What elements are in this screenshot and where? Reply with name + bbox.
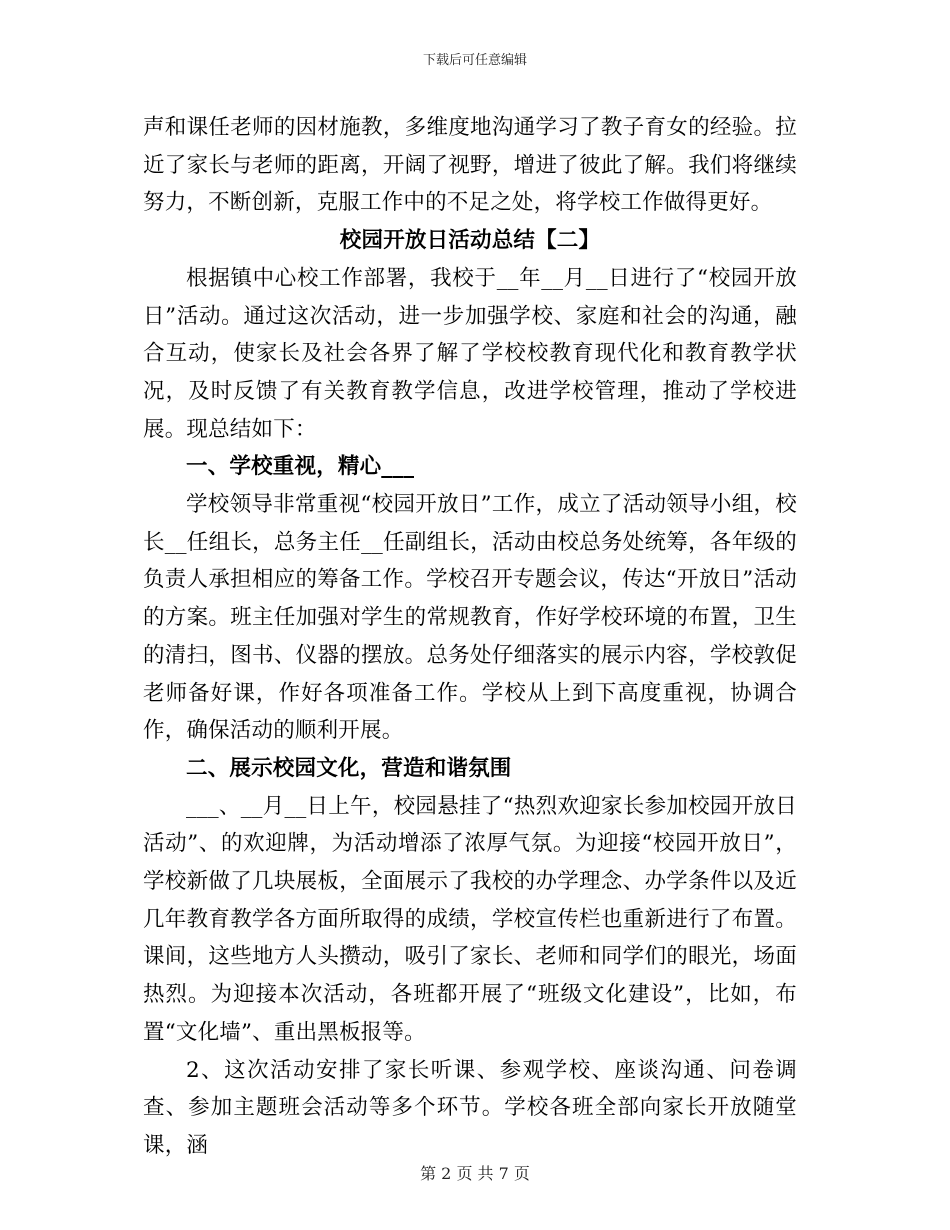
- opening-paragraph: 根据镇中心校工作部署，我校于__年__月__日进行了“校园开放日”活动。通过这次活动，进一步加强学校、家庭和社会的沟通，融合互动，使家长及社会各界了解了学校校教育现代化和教育教学状况，及时反馈了有关教育教学信息，改进学校管理，推动了学校进展。现总结如下：: [143, 265, 797, 442]
- document-title: 校园开放日活动总结【二】: [339, 228, 601, 254]
- page-number: 第 2 页 共 7 页: [420, 1164, 530, 1183]
- section-1-heading: 一、学校重视，精心___: [186, 454, 415, 480]
- document-body: [143, 109, 797, 1165]
- section-2-paragraph-1: ___、__月__日上午，校园悬挂了“热烈欢迎家长参加校园开放日活动”、的欢迎牌，为活动增添了浓厚气氛。为迎接“校园开放日”，学校新做了几块展板，全面展示了我校的办学理念、办学条件以及近几年教育教学各方面所取得的成绩，学校宣传栏也重新进行了布置。课间，这些地方人头攒动，吸引了家长、老师和同学们的眼光，场面热烈。为迎接本次活动，各班都开展了“班级文化建设”，比如，布置“文化墙”、重出黑板报等。: [143, 793, 797, 1045]
- intro-paragraph: 声和课任老师的因材施教，多维度地沟通学习了教子育女的经验。拉近了家长与老师的距离，开阔了视野，增进了彼此了解。我们将继续努力，不断创新，克服工作中的不足之处，将学校工作做得更好。: [143, 115, 797, 216]
- page-header: 下载后可任意编辑: [422, 53, 527, 68]
- section-2-heading: 二、展示校园文化，营造和谐氛围: [186, 755, 512, 781]
- section-2-paragraph-2: 2、这次活动安排了家长听课、参观学校、座谈沟通、问卷调查、参加主题班会活动等多个环节。学校各班全部向家长开放随堂课，涵: [143, 1057, 797, 1158]
- section-1-paragraph: 学校领导非常重视“校园开放日”工作，成立了活动领导小组，校长__任组长，总务主任__任副组长，活动由校总务处统筹，各年级的负责人承担相应的筹备工作。学校召开专题会议，传达“开放日”活动的方案。班主任加强对学生的常规教育，作好学校环境的布置，卫生的清扫，图书、仪器的摆放。总务处仔细落实的展示内容，学校敦促老师备好课，作好各项准备工作。学校从上到下高度重视，协调合作，确保活动的顺利开展。: [143, 492, 797, 744]
